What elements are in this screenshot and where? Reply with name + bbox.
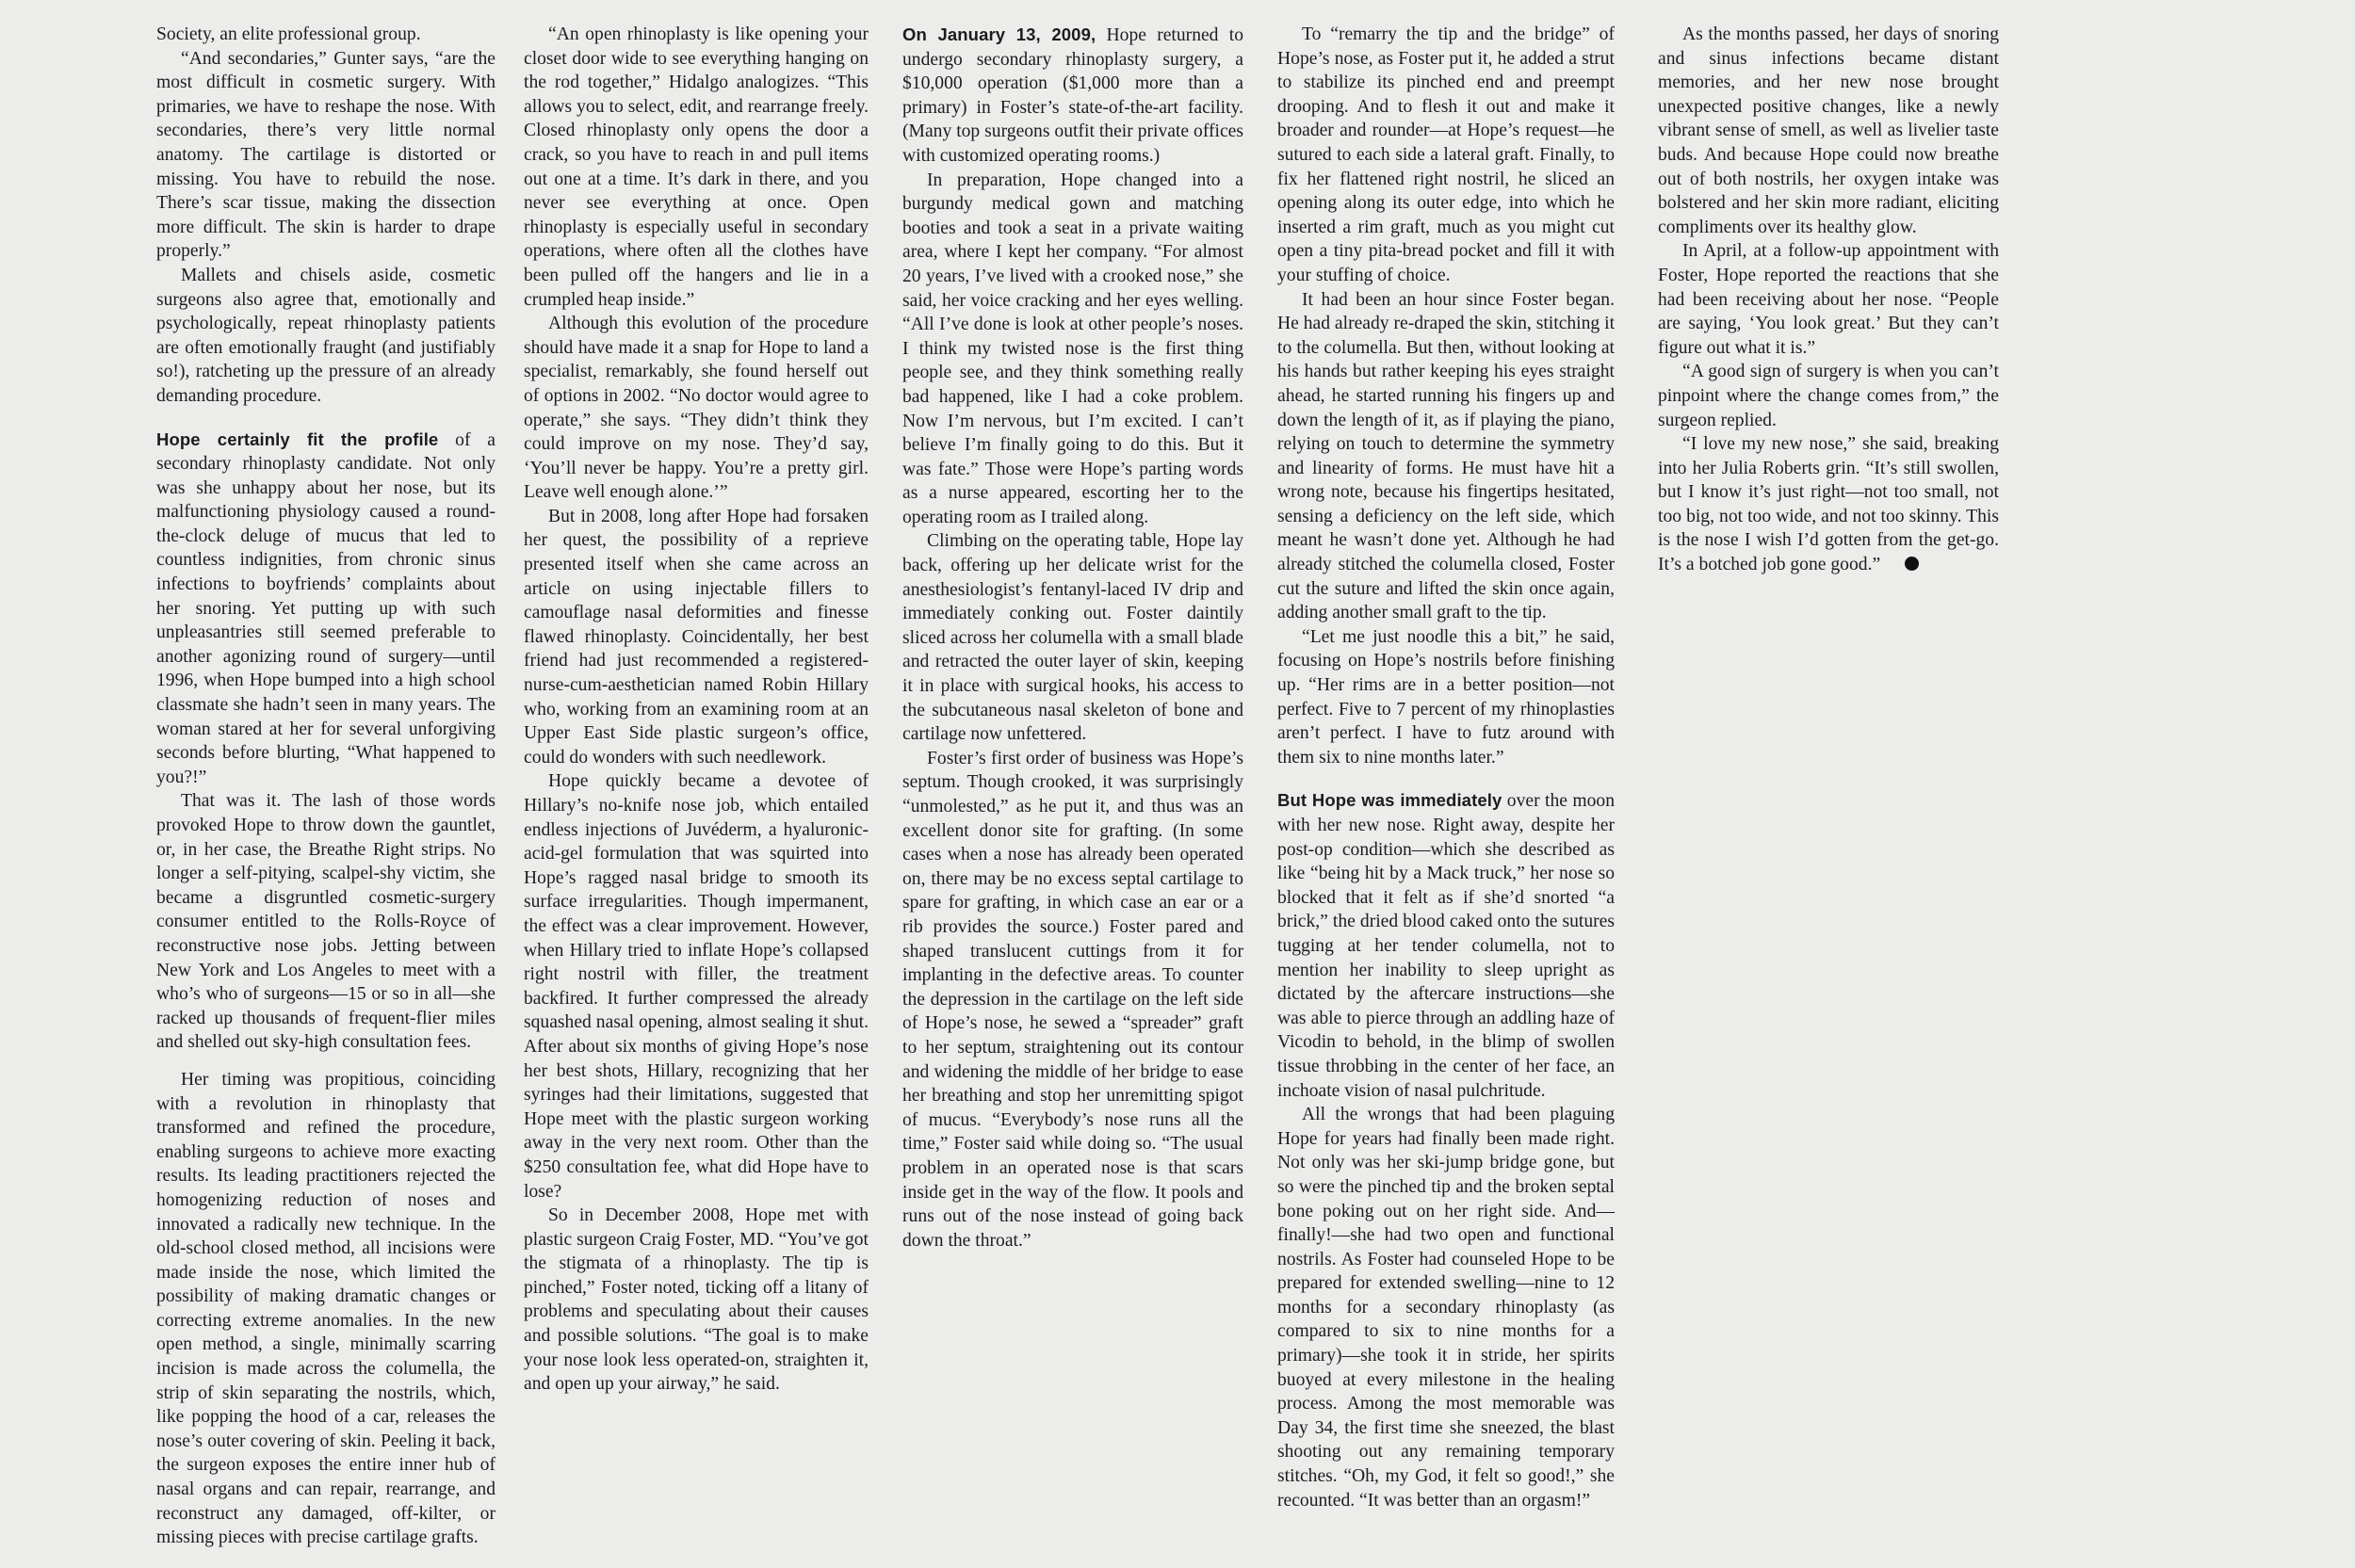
paragraph: “A good sign of surgery is when you can’t pinpoint where the change comes from,” the surgeon replied. [1658,362,1999,430]
paragraph: To “remarry the tip and the bridge” of Hope’s nose, as Foster put it, he added a strut to stabilize its pinched end and preempt drooping. And to flesh it out and make it broader and rounder—at Hope’s request—he sutured to each side a lateral graft. Finally, to fix her flattened right nostril, he sliced an opening along its outer edge, into which he inserted a rim graft, much as you might cut open a tiny pita-bread pocket and fill it with your stuffing of choice. [1277,24,1615,285]
section-lead-in: But Hope was immediately [1277,790,1502,811]
paragraph: As the months passed, her days of snoring and sinus infections became distant memories, and her new nose brought unexpected positive changes, like a newly vibrant sense of smell, as well as livelier taste buds. And because Hope could now breathe out of both nostrils, her oxygen intake was bolstered and her skin more radiant, eliciting compliments over its healthy glow. [1658,24,1999,237]
article-column-3 [902,23,1243,1253]
paragraph: Hope quickly became a devotee of Hillary’s no-knife nose job, which entailed endless injections of Juvéderm, a hyaluronic-acid-gel formulation that was squirted into Hope’s ragged nasal bridge to smooth its surface irregularities. Though impermanent, the effect was a clear improvement. However, when Hillary tried to inflate Hope’s collapsed right nostril with filler, the treatment backfired. It further compressed the already squashed nasal opening, almost sealing it shut. After about six months of giving Hope’s nose her best shots, Hillary, recognizing that her syringes had their limitations, suggested that Hope meet with the plastic surgeon working away in the very next room. Other than the $250 consultation fee, what did Hope have to lose? [524,771,869,1202]
section-paragraph: Hope certainly fit the profile of a secondary rhinoplasty candidate. Not only was she unhappy about her nose, but its malfunctioning physiology caused a round-the-clock deluge of mucus that led to countless indignities, from chronic sinus infections to boyfriends’ complaints about her snoring. Yet putting up with such unpleasantries still seemed preferable to another agonizing round of surgery—until 1996, when Hope bumped into a high school classmate she hadn’t seen in many years. The woman stared at her for several unforgiving seconds before blurting, “What happened to you?!” [156,428,495,787]
paragraph: “Let me just noodle this a bit,” he said, focusing on Hope’s nostrils before finishing up. “Her rims are in a better position—not perfect. Five to 7 percent of my rhinoplasties aren’t perfect. I have to futz around with them six to nine months later.” [1277,626,1615,768]
paragraph: Her timing was propitious, coinciding with a revolution in rhinoplasty that transformed and refined the procedure, enabling surgeons to achieve more exacting results. Its leading practitioners rejected the homogenizing reduction of noses and innovated a radically new technique. In the old-school closed method, all incisions were made inside the nose, which limited the possibility of making dramatic changes or correcting extreme anomalies. In the new open method, a single, minimally scarring incision is made across the columella, the strip of skin separating the nostrils, which, like popping the hood of a car, releases the nose’s outer covering of skin. Peeling it back, the surgeon exposes the entire inner hub of nasal organs and can repair, rearrange, and reconstruct any damaged, off-kilter, or missing pieces with precise cartilage grafts. [156,1069,495,1548]
paragraph: That was it. The lash of those words provoked Hope to throw down the gauntlet, or, in her case, the Breathe Right strips. No longer a self-pitying, scalpel-shy victim, she became a disgruntled cosmetic-surgery consumer entitled to the Rolls-Royce of reconstructive nose jobs. Jetting between New York and Los Angeles to meet with a who’s who of surgeons—15 or so in all—she racked up thousands of frequent-flier miles and shelled out sky-high consultation fees. [156,791,495,1053]
section-paragraph: On January 13, 2009, Hope returned to undergo secondary rhinoplasty surgery, a $10,000 operation ($1,000 more than a primary) in Foster’s state-of-the-art facility. (Many top surgeons outfit their private offices with customized operating rooms.) [902,24,1243,166]
paragraph: So in December 2008, Hope met with plastic surgeon Craig Foster, MD. “You’ve got the stigmata of a rhinoplasty. The tip is pinched,” Foster noted, ticking off a litany of problems and speculating about their causes and possible solutions. “The goal is to make your nose look less operated-on, straighten it, and open up your airway,” he said. [524,1205,869,1395]
section-lead-in: Hope certainly fit the profile [156,428,439,449]
paragraph: Society, an elite professional group. [156,24,421,44]
article-column-2 [524,23,869,1397]
article-column-1 [156,23,495,1550]
paragraph: Climbing on the operating table, Hope lay back, offering up her delicate wrist for the anesthesiologist’s fentanyl-laced IV drip and immediately conking out. Foster daintily sliced across her columella with a small blade and retracted the outer layer of skin, keeping it in place with surgical hooks, his access to the subcutaneous nasal skeleton of bone and cartilage now unfettered. [902,531,1243,745]
paragraph: “An open rhinoplasty is like opening your closet door wide to see everything hanging on the rod together,” Hidalgo analogizes. “This allows you to select, edit, and rearrange freely. Closed rhinoplasty only opens the door a crack, so you have to reach in and pull items out one at a time. It’s dark in there, and you never see everything at once. Open rhinoplasty is especially useful in secondary operations, where often all the clothes have been pulled off the hangers and lie in a crumpled heap inside.” [524,24,869,310]
paragraph: But in 2008, long after Hope had forsaken her quest, the possibility of a reprieve presented itself when she came across an article on using injectable fillers to camouflage nasal deformities and finesse flawed rhinoplasty. Coincidentally, her best friend had just recommended a registered-nurse-cum-aesthetician named Robin Hillary who, working from an examining room at an Upper East Side plastic surgeon’s office, could do wonders with such needlework. [524,506,869,768]
paragraph: In preparation, Hope changed into a burgundy medical gown and matching booties and took a seat in a private waiting area, where I kept her company. “For almost 20 years, I’ve lived with a crooked nose,” she said, her voice cracking and her eyes welling. “All I’ve done is look at other people’s noses. I think my twisted nose is the first thing people see, and they think something really bad happened, like I had a coke problem. Now I’m nervous, but I’m excited. I can’t believe I’m finally going to do this. But it was fate.” Those were Hope’s parting words as a nurse appeared, escorting her to the operating room as I trailed along. [902,170,1243,527]
paragraph: In April, at a follow-up appointment with Foster, Hope reported the reactions that she had been receiving about her nose. “People are saying, ‘You look great.’ But they can’t figure out what it is.” [1658,241,1999,358]
paragraph: “I love my new nose,” she said, breaking into her Julia Roberts grin. “It’s still swollen, but I know it’s just right—not too small, not too big, not too wide, and not too skinny. This is the nose I wish I’d gotten from the get-go. It’s a botched job gone good.” [1658,434,1999,575]
paragraph: “And secondaries,” Gunter says, “are the most difficult in cosmetic surgery. With primaries, we have to reshape the nose. With secondaries, there’s very little normal anatomy. The cartilage is distorted or missing. You have to rebuild the nose. There’s scar tissue, making the dissection more difficult. The skin is harder to drape properly.” [156,48,495,262]
paragraph: It had been an hour since Foster began. He had already re-draped the skin, stitching it to the columella. But then, without looking at his hands but rather keeping his eyes straight ahead, he started running his fingers up and down the length of it, as if playing the piano, relying on touch to determine the symmetry and linearity of forms. He must have hit a wrong note, because his fingertips hesitated, sensing a deficiency on the left side, which meant he wasn’t done yet. Although he had already stitched the columella closed, Foster cut the suture and lifted the skin once again, adding another small graft to the tip. [1277,289,1616,623]
article-column-4 [1277,23,1615,1512]
paragraph: Mallets and chisels aside, cosmetic surgeons also agree that, emotionally and psychologically, repeat rhinoplasty patients are often emotionally fraught (and justifiably so!), ratcheting up the pressure of an already demanding procedure. [156,265,495,406]
article-column-5 [1658,23,1999,577]
paragraph: Foster’s first order of business was Hope’s septum. Though crooked, it was surprisingly “unmolested,” as he put it, and thus was an excellent donor site for grafting. (In some cases when a nose has already been operated on, there may be no excess septal cartilage to spare for grafting, in which case an ear or a rib provides the source.) Foster pared and shaped translucent cuttings from it for implanting in the defective areas. To counter the depression in the cartilage on the left side of Hope’s nose, he sewed a “spreader” graft to her septum, straightening out its contour and widening the middle of her bridge to ease her breathing and stop her unremitting spigot of mucus. “Everybody’s nose runs all the time,” Foster said while doing so. “The usual problem in an operated nose is that scars inside get in the way of the flow. It pools and runs out of the nose instead of going back down the throat.” [902,748,1243,1251]
end-of-article-bullet-icon [1905,557,1919,571]
paragraph: Although this evolution of the procedure should have made it a snap for Hope to land a specialist, remarkably, she found herself out of options in 2002. “No doctor would agree to operate,” she says. “They didn’t think they could improve on my nose. They’d say, ‘You’ll never be happy. You’re a pretty girl. Leave well enough alone.’” [524,314,869,503]
section-lead-in: On January 13, 2009, [902,24,1096,44]
paragraph: All the wrongs that had been plaguing Hope for years had finally been made right. Not only was her ski-jump bridge gone, but so were the pinched tip and the broken septal bone poking out on her right side. And—finally!—she had two open and functional nostrils. As Foster had counseled Hope to be prepared for extended swelling—nine to 12 months for a secondary rhinoplasty (as compared to six to nine months for a primary)—she took it in stride, her spirits buoyed at every milestone in the healing process. Among the most memorable was Day 34, the first time she sneezed, the blast shooting out any remaining temporary stitches. “Oh, my God, it felt so good!,” she recounted. “It was better than an orgasm!” [1277,1105,1615,1511]
section-paragraph: But Hope was immediately over the moon with her new nose. Right away, despite her post-op condition—which she described as like “being hit by a Mack truck,” her nose so blocked that it felt as if she’d snorted “a brick,” the dried blood caked onto the sutures tugging at her tender columella, not to mention her inability to sleep upright as dictated by the aftercare instructions—she was able to pierce through an addling haze of Vicodin to behold, in the blimp of swollen tissue throbbing in the center of her face, an inchoate vision of nasal pulchritude. [1277,790,1615,1101]
